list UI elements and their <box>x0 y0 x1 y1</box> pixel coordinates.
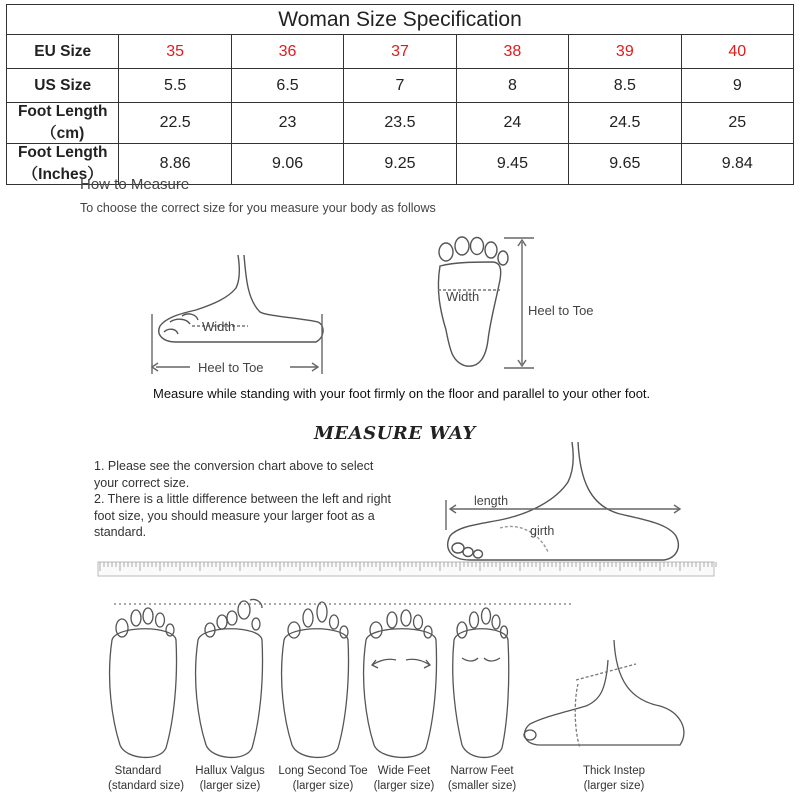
table-cell: 9.84 <box>681 144 793 185</box>
table-cell: 35 <box>119 35 231 69</box>
table-cell: 8.5 <box>569 69 681 103</box>
table-cell: 23 <box>231 103 343 144</box>
length-label: length <box>474 494 509 508</box>
foot-type-name: Standard <box>114 765 162 777</box>
row-label-foot-inches: Foot Length（Inches） <box>7 144 119 185</box>
foot-type-label-standard <box>108 764 185 794</box>
foot-type-note: (standard size) <box>108 780 185 792</box>
row-label-eu: EU Size <box>7 35 119 69</box>
foot-type-note: (larger size) <box>199 780 261 792</box>
foot-type-name: Thick Instep <box>583 765 645 777</box>
foot-type-name: Narrow Feet <box>450 765 514 777</box>
table-cell: 23.5 <box>344 103 456 144</box>
measure-way-title: MEASURE WAY <box>314 423 476 444</box>
table-cell: 8.86 <box>119 144 231 185</box>
table-cell: 36 <box>231 35 343 69</box>
measure-step-2: 2. There is a little difference between the left and right foot size, you should measure your larger foot as a standard. <box>94 492 391 539</box>
foot-type-label-long-second <box>276 764 370 794</box>
foot-type-note: (smaller size) <box>447 780 517 792</box>
sole-width-label: Width <box>446 289 480 304</box>
side-width-label: Width <box>202 319 236 334</box>
table-cell: 7 <box>344 69 456 103</box>
table-cell: 40 <box>681 35 793 69</box>
row-label-us: US Size <box>7 69 119 103</box>
foot-type-name: Hallux Valgus <box>195 765 265 777</box>
table-cell: 9.25 <box>344 144 456 185</box>
foot-type-hallux-valgus <box>196 599 263 757</box>
table-cell: 24 <box>456 103 568 144</box>
how-to-measure-subtitle: To choose the correct size for you measure your body as follows <box>80 201 436 215</box>
table-cell: 38 <box>456 35 568 69</box>
row-label-foot-cm: Foot Length（cm) <box>7 103 119 144</box>
table-cell: 24.5 <box>569 103 681 144</box>
foot-type-note: (larger size) <box>583 780 645 792</box>
foot-type-note: (larger size) <box>292 780 354 792</box>
foot-type-label-narrow <box>446 764 518 794</box>
measure-note: Measure while standing with your foot firmly on the floor and parallel to your other foot. <box>153 386 651 401</box>
foot-type-label-thick-instep <box>578 764 650 794</box>
table-cell: 5.5 <box>119 69 231 103</box>
table-cell: 9.06 <box>231 144 343 185</box>
table-cell: 9.65 <box>569 144 681 185</box>
table-cell: 22.5 <box>119 103 231 144</box>
measure-step-1: 1. Please see the conversion chart above to select your correct size. <box>94 459 374 490</box>
foot-type-note: (larger size) <box>373 780 435 792</box>
table-cell: 8 <box>456 69 568 103</box>
foot-type-name: Wide Feet <box>377 765 431 777</box>
foot-type-thick-instep <box>524 640 684 748</box>
foot-type-wide-feet <box>364 610 437 757</box>
foot-type-narrow-feet <box>453 608 509 757</box>
girth-label: girth <box>530 524 555 538</box>
side-foot-illustration <box>152 255 323 374</box>
table-cell: 39 <box>569 35 681 69</box>
how-to-measure-title: How to Measure <box>80 176 190 193</box>
ruler <box>98 562 716 576</box>
foot-type-label-hallux <box>190 764 270 794</box>
table-cell: 25 <box>681 103 793 144</box>
foot-type-long-second-toe <box>282 602 349 757</box>
table-cell: 9.45 <box>456 144 568 185</box>
foot-type-name: Long Second Toe <box>278 765 368 777</box>
side-heel-label: Heel to Toe <box>198 360 264 375</box>
foot-type-label-wide <box>372 764 436 794</box>
table-cell: 6.5 <box>231 69 343 103</box>
table-title: Woman Size Specification <box>7 5 794 35</box>
sole-heel-label: Heel to Toe <box>528 303 594 318</box>
table-cell: 9 <box>681 69 793 103</box>
foot-type-standard <box>110 608 177 757</box>
table-cell: 37 <box>344 35 456 69</box>
